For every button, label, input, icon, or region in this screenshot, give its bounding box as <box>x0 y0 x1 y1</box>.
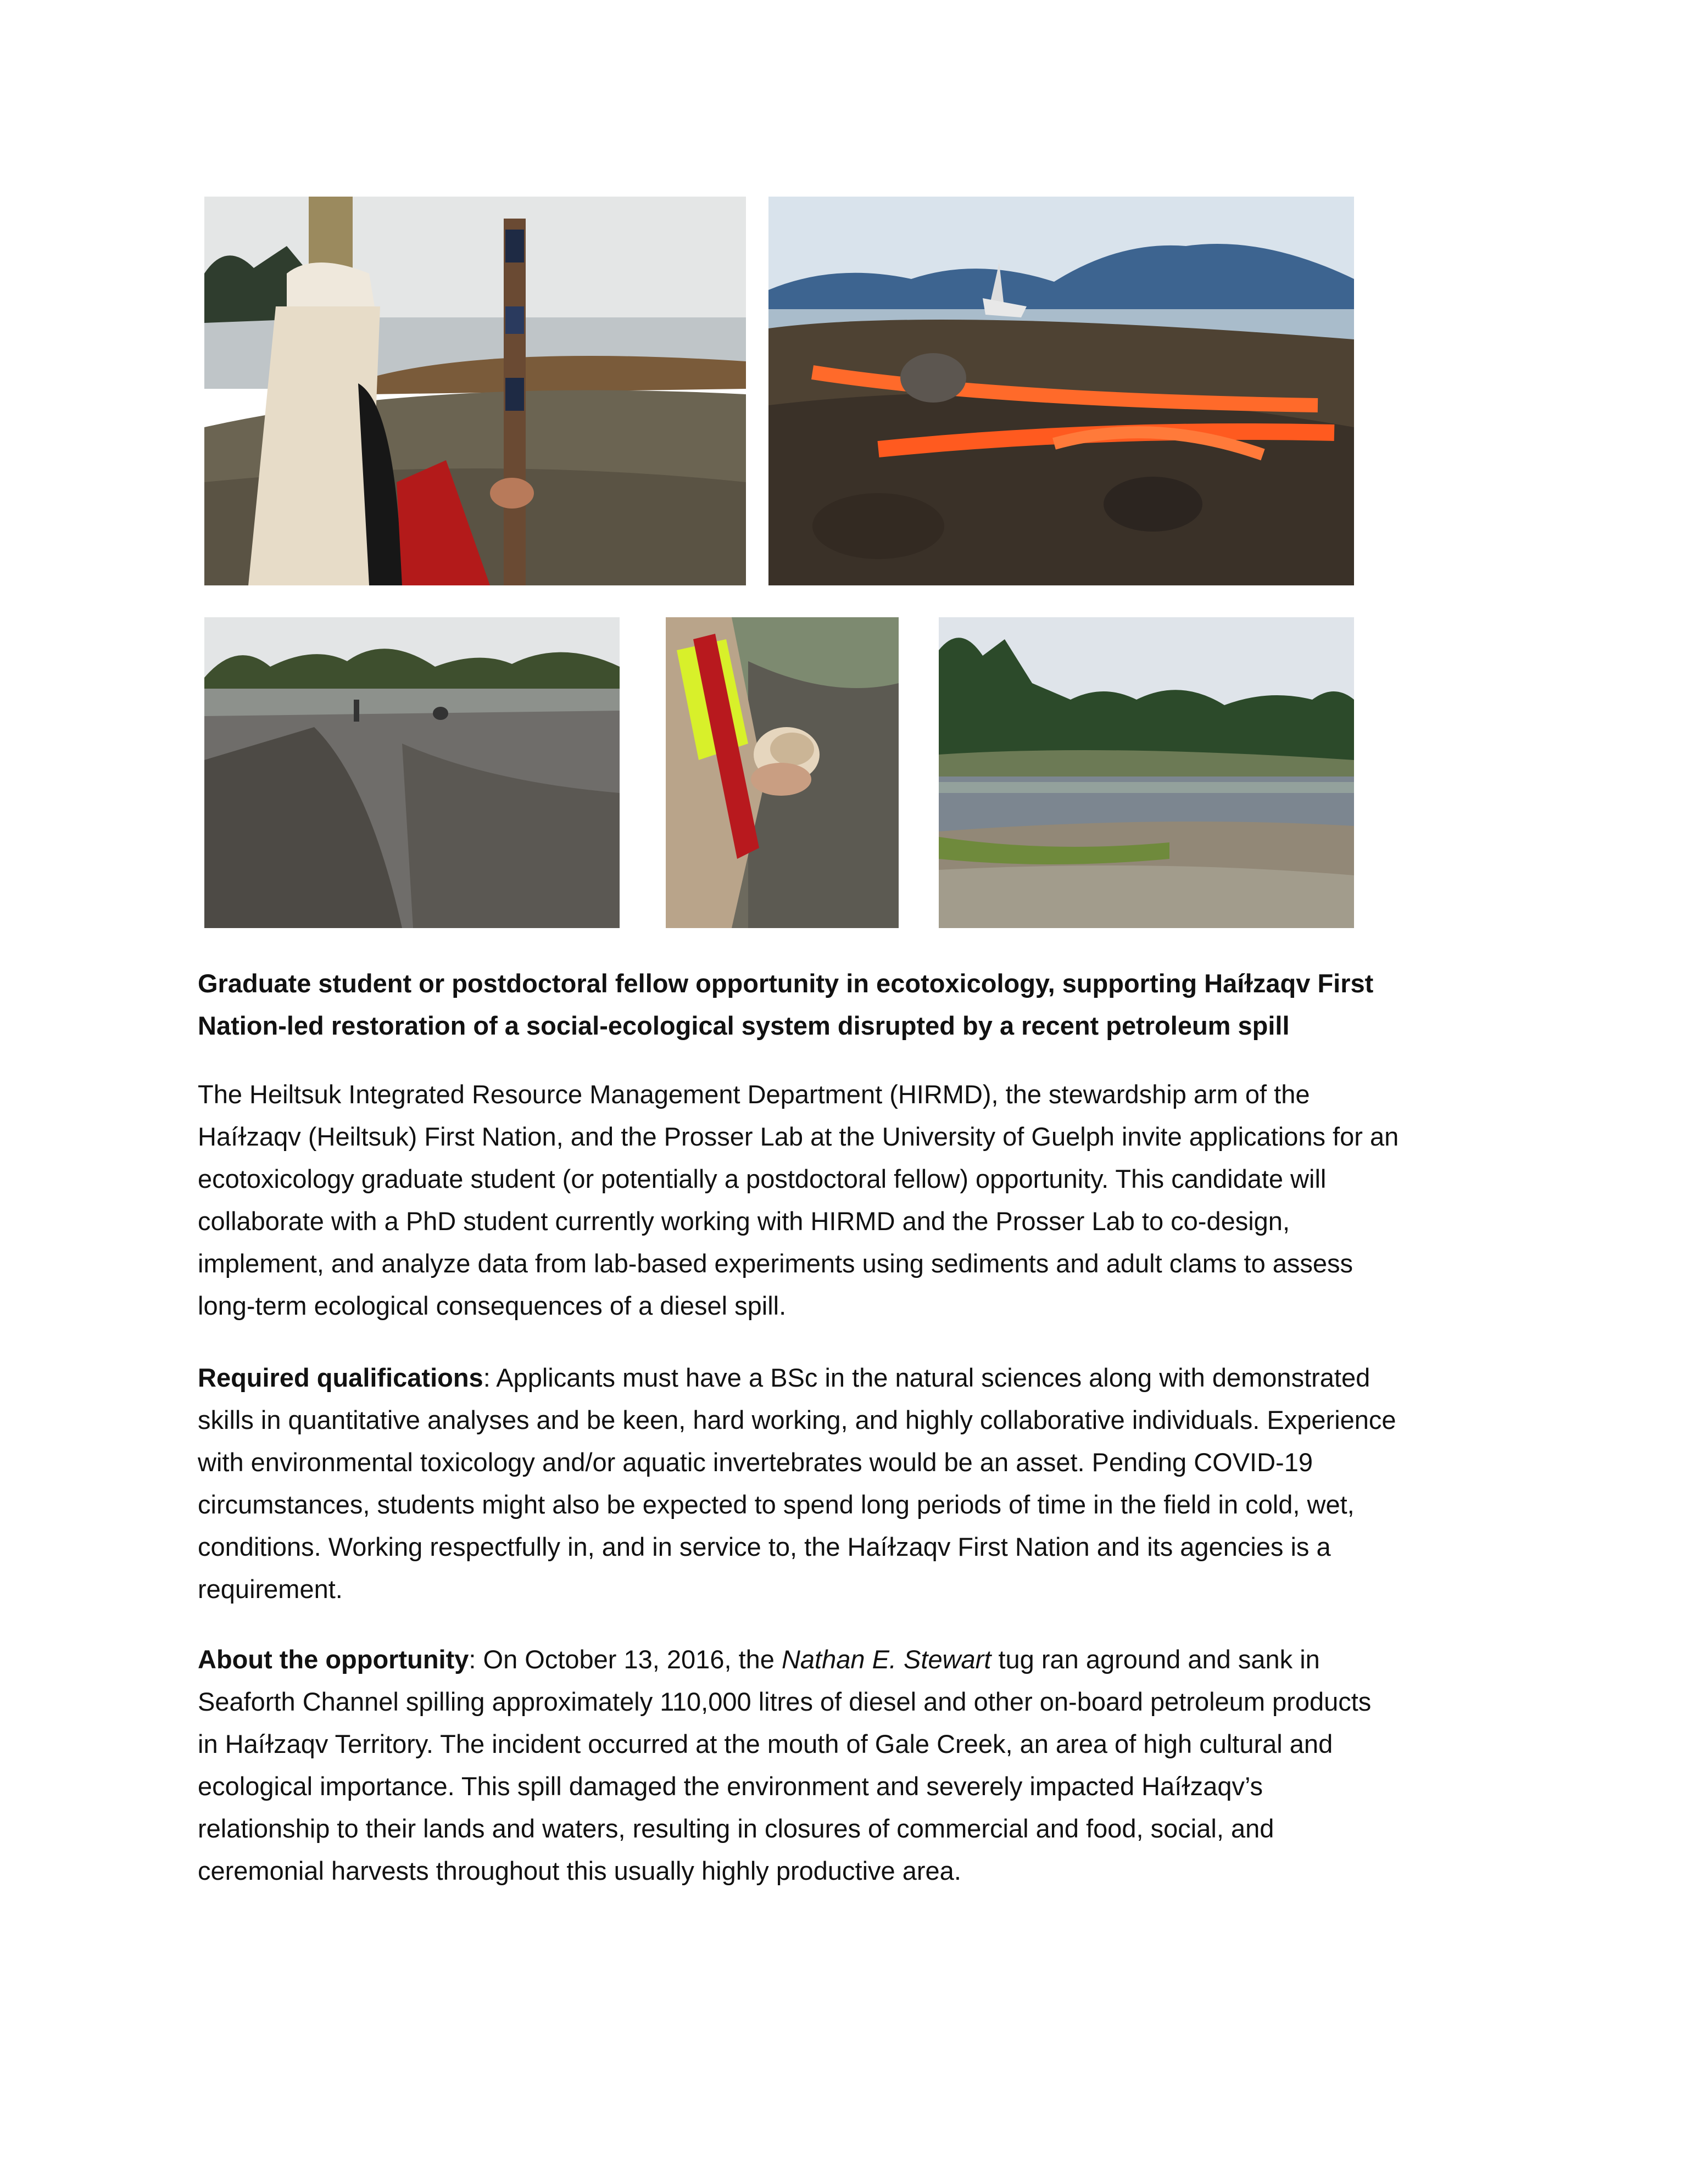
qualifications-line-3: with environmental toxicology and/or aquatic invertebrates would be an asset. Pending COVID-19 <box>198 1448 1313 1477</box>
opportunity-first-post: tug ran aground and sank in <box>991 1645 1320 1674</box>
posting-title <box>198 962 1494 1047</box>
opportunity-line-6: ceremonial harvests throughout this usually highly productive area. <box>198 1856 961 1885</box>
posting-title-line-1: Graduate student or postdoctoral fellow opportunity in ecotoxicology, supporting Haíɫzaqv First <box>198 969 1374 998</box>
intro-line-6: long-term ecological consequences of a diesel spill. <box>198 1291 787 1320</box>
intro-paragraph <box>198 1073 1494 1327</box>
ceremonial-regalia-photo <box>204 197 746 585</box>
opportunity-line-3: in Haíɫzaqv Territory. The incident occurred at the mouth of Gale Creek, an area of high cultural and <box>198 1729 1333 1758</box>
posting-title-line-2: Nation-led restoration of a social-ecological system disrupted by a recent petroleum spill <box>198 1011 1290 1040</box>
clam-in-hand-photo <box>666 617 899 928</box>
creek-shoreline-photo <box>939 617 1354 928</box>
qualifications-line-2: skills in quantitative analyses and be keen, hard working, and highly collaborative individuals. Experience <box>198 1405 1396 1434</box>
qualifications-line-1 <box>198 1356 1494 1399</box>
intro-line-1: The Heiltsuk Integrated Resource Management Department (HIRMD), the stewardship arm of the <box>198 1080 1310 1109</box>
opportunity-line-5: relationship to their lands and waters, resulting in closures of commercial and food, social, and <box>198 1814 1274 1843</box>
qualifications-line-5: conditions. Working respectfully in, and in service to, the Haíɫzaqv First Nation and its agencies is a <box>198 1532 1331 1561</box>
opportunity-label: About the opportunity <box>198 1645 469 1674</box>
intro-line-4: collaborate with a PhD student currently working with HIRMD and the Prosser Lab to co-design, <box>198 1206 1290 1236</box>
qualifications-first-text: : Applicants must have a BSc in the natural sciences along with demonstrated <box>483 1363 1371 1392</box>
opportunity-line-4: ecological importance. This spill damaged the environment and severely impacted Haíɫzaqv’s <box>198 1772 1263 1801</box>
qualifications-line-4: circumstances, students might also be expected to spend long periods of time in the field in cold, wet, <box>198 1490 1355 1519</box>
opportunity-paragraph <box>198 1638 1494 1892</box>
opportunity-first-pre: : On October 13, 2016, the <box>469 1645 782 1674</box>
qualifications-label: Required qualifications <box>198 1363 483 1392</box>
opportunity-line-2: Seaforth Channel spilling approximately 110,000 litres of diesel and other on-board petroleum products <box>198 1687 1372 1716</box>
spill-booms-photo <box>768 197 1354 585</box>
qualifications-paragraph <box>198 1356 1494 1610</box>
intro-line-5: implement, and analyze data from lab-based experiments using sediments and adult clams to assess <box>198 1249 1353 1278</box>
opportunity-line-1 <box>198 1638 1494 1680</box>
vessel-name: Nathan E. Stewart <box>781 1645 991 1674</box>
intro-line-2: Haíɫzaqv (Heiltsuk) First Nation, and the Prosser Lab at the University of Guelph invite applications for an <box>198 1122 1399 1151</box>
qualifications-line-6: requirement. <box>198 1574 343 1604</box>
intro-line-3: ecotoxicology graduate student (or potentially a postdoctoral fellow) opportunity. This candidate will <box>198 1164 1327 1193</box>
tidal-flat-photo <box>204 617 620 928</box>
